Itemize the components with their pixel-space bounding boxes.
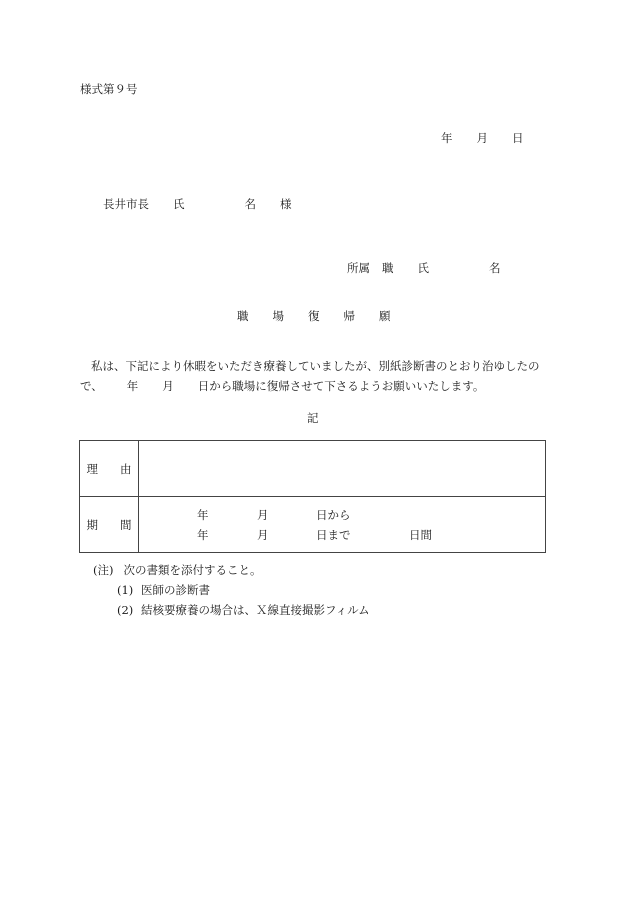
note-item <box>93 580 370 600</box>
period-label-char: 期 <box>86 517 98 532</box>
period-to-day: 日まで <box>316 527 351 542</box>
record-table <box>79 440 546 553</box>
date-line <box>441 130 524 146</box>
period-to-year: 年 <box>197 527 209 542</box>
reason-label-char: 理 <box>86 461 98 476</box>
period-from-day: 日から <box>316 507 351 522</box>
applicant-block <box>347 260 501 276</box>
date-day-label: 日 <box>512 131 524 145</box>
applicant-job: 職 <box>382 261 394 275</box>
date-month-label: 月 <box>476 131 488 145</box>
note-item <box>93 600 370 620</box>
body-month-label: 月 <box>162 379 174 393</box>
title-char: 願 <box>379 309 391 323</box>
applicant-affiliation: 所属 <box>347 261 370 275</box>
body-year-label: 年 <box>126 379 139 393</box>
period-from-month: 月 <box>257 507 269 522</box>
date-year-label: 年 <box>441 131 453 145</box>
note-item-text: 医師の診断書 <box>141 583 210 597</box>
period-to-month: 月 <box>257 527 269 542</box>
applicant-shimei-1: 氏 <box>417 261 429 275</box>
period-value-cell[interactable] <box>139 497 546 553</box>
reason-value-cell[interactable] <box>139 441 546 497</box>
note-item-text: 結核要療養の場合は、Ｘ線直接撮影フィルム <box>141 603 370 617</box>
notes-heading-text: 次の書類を添付すること。 <box>123 563 262 577</box>
title-char: 場 <box>272 309 284 323</box>
table-row-reason <box>80 441 546 497</box>
addressee-honorific: 様 <box>280 197 292 211</box>
applicant-shimei-2: 名 <box>489 261 501 275</box>
notes-heading-mark: (注) <box>93 563 114 577</box>
addressee-shimei-2: 名 <box>244 197 256 211</box>
period-from-line <box>139 505 545 525</box>
ki-label: 記 <box>307 411 319 425</box>
period-label-cell <box>80 497 139 553</box>
form-number: 様式第９号 <box>80 82 138 96</box>
period-from-year: 年 <box>197 507 209 522</box>
addressee-office: 長井市長 <box>103 197 149 211</box>
body-line-2-end: 日から職場に復帰させて下さるようお願いいたします。 <box>197 379 485 393</box>
title-char: 帰 <box>343 309 355 323</box>
addressee <box>103 196 292 212</box>
title-char: 復 <box>308 309 320 323</box>
period-label-char: 間 <box>120 517 132 532</box>
reason-label-cell <box>80 441 139 497</box>
notes-block <box>93 560 370 620</box>
body-line-1: 私は、下記により休暇をいただき療養していましたが、別紙診断書のとおり治ゆしたの <box>91 359 540 373</box>
note-item-number: (2) <box>117 603 134 617</box>
period-total-days: 日間 <box>409 527 432 542</box>
body-paragraph <box>80 356 550 396</box>
body-line-2-start: で、 <box>80 379 103 393</box>
note-item-number: (1) <box>117 583 134 597</box>
table-row-period <box>80 497 546 553</box>
document-title <box>237 308 391 324</box>
period-to-line <box>139 525 545 545</box>
reason-label-char: 由 <box>120 461 132 476</box>
notes-heading <box>93 560 370 580</box>
addressee-shimei-1: 氏 <box>173 197 185 211</box>
title-char: 職 <box>237 309 249 323</box>
